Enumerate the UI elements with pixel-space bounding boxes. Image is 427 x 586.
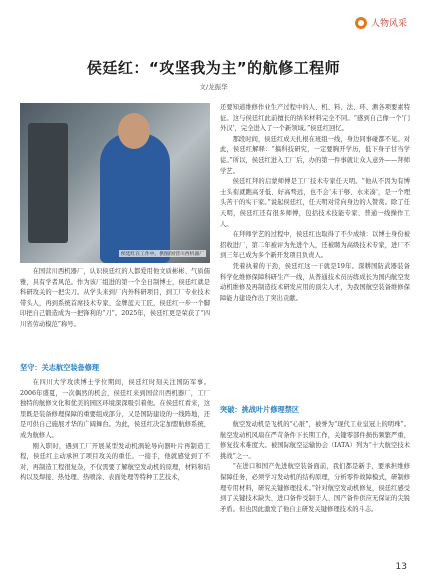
article-author: 文/龙振华: [199, 83, 228, 91]
section-badge: [349, 14, 427, 32]
col2-paragraph-7: “在进口和国产先进航空装备面前，我们都是新手，要承担维修保障任务，必须学习发动机的结构原理，分析零件故障模式，研制修理专用材料，研究关键修理技术。”针对航空发动机修复，侯廷红感受到了关键技术缺失、进口备件受制于人、国产备件供应无保证的尖锐矛盾。但也因此激发了他自主研发关键修理技术的斗志。: [220, 463, 410, 513]
article-photo: [20, 103, 210, 263]
section-label: 人物风采: [371, 19, 408, 29]
col2-paragraph-4: 在拜师学艺的过程中，侯廷红也取得了不少成绩：以博士身份被招收进厂，第二年被评为先进个人，还被聘为高级技术专家，进厂不到三年已成为多个新开发项目负责人。: [220, 231, 410, 260]
section-icon: [355, 17, 367, 29]
section1-heading: 坚守：关志航空装备修理: [20, 363, 100, 372]
intro-paragraph: 在国营川西机器厂，认识侯廷红的人都爱用他文质彬彬、气质儒雅，具有学者风范。作为该厂组进的第一个全日制博士，侯廷红就是科研攻关的一把尖刀。从学头来到厂内外科研项目，到工厂专业技术带头人，再到系统首席技术专家、金牌蓝天工匠，侯廷红一步一个脚印把自己锻造成为一把锋利的“刀”。2025年，侯廷红更是荣获了“四川省劳动模范”称号。: [20, 268, 210, 328]
intro-column: [20, 267, 210, 331]
photo-caption: 侯廷红在工作中。供图/国营川西机器厂: [120, 252, 204, 257]
section1-paragraph-2: 刚入职时，遇到工厂开展某型发动机涡轮导向器叶片再制造工程，侯廷红主动承担了项目攻关的重任。一接手，他就感觉到了不对，再制造工程很复杂，不仅需要了解航空发动机的原理，材料和结构以及焊接、热处理、热喷涂、表面处理等特种工艺技术，: [20, 442, 210, 482]
article-title: 侯廷红：“攻坚我为主”的航修工程师: [86, 59, 341, 77]
col2-paragraph-2: 那段时间，侯廷红成天扎根在班组一线，身边同事碰都不见。对此，侯廷红解释：“搞科技研究，一定要胸开学历，低下身子甘当学徒。”所以，侯廷红进入工厂后，办的第一件事就让众人意外——拜师学艺。: [220, 135, 410, 175]
section2-heading: 突破：挑战叶片修理禁区: [220, 405, 300, 414]
machine-illustration: [28, 123, 68, 243]
col2-paragraph-3: 侯廷红拜的启蒙师傅是工厂技术专家任天明。“他从不因为有博士头衔就瞧高牙低、好高骛远，也不会‘未干够、水来凑’，是一个埋头苦干的实干家。”说起侯廷红，任天明对常向身边的人赞赏。除了任天明，侯廷红还有很多师傅，包括技术技能专家、普通一线操作工人。: [220, 178, 410, 228]
page-number: 13: [395, 562, 407, 572]
right-column-lower: [220, 420, 410, 515]
col2-paragraph-6: 航空发动机是飞机的“心脏”，被誉为“现代工业皇冠上的明珠”。航空发动机风扇在严苛条件下长期工作，关键零部件损伤频繁严重，修复技术难度大。被国际航空运输协会（IATA）列为“十大航空技术挑战”之一。: [220, 421, 410, 460]
section1-column: [20, 378, 210, 484]
col2-paragraph-1: 还要知道维修作业生产过程中的人、机、料、法、环、测各项要素特征。这与侯廷红此前擅长的纳米材料完全不同。“感到自己像一个‘门外汉’，完全进入了一个新领域。”侯廷红回忆。: [220, 104, 410, 133]
section1-paragraph-1: 在四川大学攻读博士学位期间，侯廷红时刻关注国防军事。2006年盛夏，一次偶然的机会，侯廷红来到国营川西机器厂，工厂独特的航修文化和优美的园区环境深深吸引着他。在侯廷红看来，这里既是装备修理保障的重要组成部分，又是国防建设的一线阵地，还是可供自己施展才华的广阔舞台。为此，侯廷红决定加盟航修系统，成为航修人。: [20, 379, 210, 439]
worker-head-illustration: [118, 113, 150, 149]
col2-paragraph-5: 凭着执着的干劲，侯廷红这一干就是19年。深耕国防武器装备科学化维修保障科研生产一线，从普通技术员历练成长为国内航空发动机维修及再制造技术研发应用的顶尖人才，为我国航空装备维修保障能力建设作出了突出贡献。: [220, 262, 410, 302]
worker-illustration: [100, 133, 170, 263]
right-column: [220, 103, 410, 304]
